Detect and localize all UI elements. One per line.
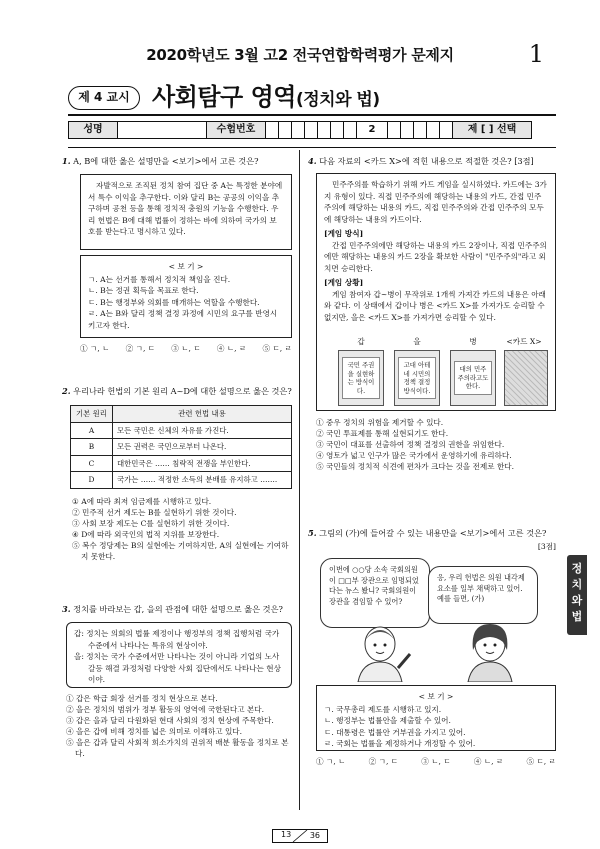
speech-bubble-right: 응, 우리 헌법은 의원 내각제 요소를 일부 채택하고 있어. 예를 들면, (가) bbox=[428, 566, 538, 624]
q1-choices bbox=[80, 343, 292, 354]
table-row bbox=[71, 422, 292, 439]
q5-number: 5. bbox=[308, 528, 317, 538]
q1-stem-text: A, B에 대한 옳은 설명만을 <보기>에서 고른 것은? bbox=[73, 156, 259, 166]
exam-no-cell[interactable] bbox=[439, 121, 453, 139]
q2-choice-2[interactable]: ② 민주적 선거 제도는 B를 실현하기 위한 것이다. bbox=[72, 508, 237, 517]
q4-choices bbox=[316, 417, 556, 472]
page-number: 1 bbox=[528, 40, 544, 68]
exam-no-cell[interactable] bbox=[291, 121, 305, 139]
q5-stem bbox=[308, 528, 558, 539]
info-rule bbox=[68, 147, 556, 148]
q4-situation-title: [게임 상황] bbox=[324, 278, 364, 287]
q4-stem bbox=[308, 156, 558, 167]
exam-no-digit: 2 bbox=[356, 121, 388, 139]
q2-choices bbox=[72, 496, 294, 562]
q5-bogi-item: ㄹ. 국회는 법률을 제정하거나 개정할 수 있어. bbox=[324, 739, 476, 748]
card-x-back bbox=[504, 350, 548, 406]
table-cell: 국가는 …… 적정한 소득의 분배를 유지하고 ……. bbox=[113, 472, 292, 489]
info-bar bbox=[68, 121, 556, 139]
table-header-row bbox=[71, 406, 292, 423]
q3-choices bbox=[66, 693, 292, 759]
subject-side-tab bbox=[567, 555, 587, 635]
table-row bbox=[71, 439, 292, 456]
exam-no-label: 수험번호 bbox=[206, 121, 266, 139]
exam-no-cell[interactable] bbox=[400, 121, 414, 139]
session-label: 제 4 교시 bbox=[68, 86, 140, 110]
subject-sub: (정치와 법) bbox=[295, 90, 380, 110]
q1-number: 1. bbox=[62, 156, 71, 166]
card-eul-text: 고대 아테네 시민의 정책 결정 방식이다. bbox=[398, 357, 436, 399]
exam-no-cell[interactable] bbox=[426, 121, 440, 139]
q3-eul-line: 을: 정치는 국가 수준에서만 나타나는 것이 아니라 기업의 노사 갈등 해결 과정처럼 다양한 사회 집단에서도 나타나는 현상이야. bbox=[74, 652, 281, 684]
column-divider bbox=[299, 150, 300, 810]
student-left-figure bbox=[358, 627, 410, 682]
q5-bogi-item: ㄴ. 행정부는 법률안을 제출할 수 있어. bbox=[324, 716, 451, 725]
q1-bogi-box bbox=[80, 255, 292, 338]
q1-choice-3[interactable]: ③ ㄴ, ㄷ bbox=[171, 344, 201, 353]
q3-stem-text: 정치를 바라보는 갑, 을의 관점에 대한 설명으로 옳은 것은? bbox=[73, 604, 283, 614]
exam-no-cell[interactable] bbox=[343, 121, 357, 139]
q5-bogi-item: ㄷ. 대통령은 법률안 거부권을 가지고 있어. bbox=[324, 727, 466, 737]
q3-gap-line: 갑: 정치는 의회의 법률 제정이나 행정부의 정책 집행처럼 국가 수준에서 나타나는 특유의 현상이야. bbox=[74, 629, 280, 650]
q2-table bbox=[70, 405, 292, 489]
side-tab-text: 정치와 법 bbox=[571, 562, 583, 623]
q2-stem-text: 우리나라 헌법의 기본 원리 A~D에 대한 설명으로 옳은 것은? bbox=[73, 386, 292, 396]
q3-choice-2[interactable]: ② 을은 정치의 범위가 정부 활동의 영역에 국한된다고 본다. bbox=[66, 705, 265, 714]
player-label-byeong: 병 bbox=[469, 337, 477, 346]
q2-choice-3[interactable]: ③ 사회 보장 제도는 C를 실현하기 위한 것이다. bbox=[72, 519, 230, 528]
q4-number: 4. bbox=[308, 156, 317, 166]
q3-stem bbox=[62, 604, 292, 615]
page-total: 36 bbox=[309, 831, 320, 840]
q2-stem bbox=[62, 386, 292, 397]
page-counter bbox=[272, 829, 328, 843]
q5-choice-3[interactable]: ③ ㄴ, ㄷ bbox=[421, 757, 451, 766]
table-row bbox=[71, 455, 292, 472]
q4-choice-2[interactable]: ② 국민 투표제를 통해 실현되기도 한다. bbox=[316, 429, 449, 438]
exam-no-cell[interactable] bbox=[304, 121, 318, 139]
students-illustration bbox=[340, 620, 540, 682]
q5-stem-text: 그림의 (가)에 들어갈 수 있는 내용만을 <보기>에서 고른 것은? bbox=[319, 528, 547, 538]
q5-bogi-title: < 보 기 > bbox=[418, 692, 454, 701]
q1-bogi-title: < 보 기 > bbox=[168, 262, 204, 271]
name-field[interactable] bbox=[117, 121, 207, 139]
table-row bbox=[71, 472, 292, 489]
q1-bogi-item: ㄹ. A는 B와 달리 정책 결정 과정에 시민의 요구를 반영시키고자 한다. bbox=[88, 309, 278, 330]
exam-no-cell[interactable] bbox=[330, 121, 344, 139]
q3-choice-4[interactable]: ④ 을은 갑에 비해 정치를 넓은 의미로 이해하고 있다. bbox=[66, 727, 243, 736]
q3-choice-5[interactable]: ⑤ 을은 갑과 달리 사회적 희소가치의 권위적 배분 활동을 정치로 본다. bbox=[66, 738, 289, 758]
q5-choice-1[interactable]: ① ㄱ, ㄴ bbox=[316, 757, 346, 766]
q5-choice-2[interactable]: ② ㄱ, ㄷ bbox=[368, 757, 399, 766]
table-cell: B bbox=[71, 439, 113, 456]
table-header: 기본 원리 bbox=[71, 406, 113, 423]
q3-choice-1[interactable]: ① 갑은 학급 회장 선거를 정치 현상으로 본다. bbox=[66, 694, 218, 703]
q5-choices bbox=[316, 756, 556, 767]
player-label-card-x: <카드 X> bbox=[506, 337, 542, 346]
q1-bogi-item: ㄷ. B는 행정부와 의회를 매개하는 역할을 수행한다. bbox=[88, 297, 260, 307]
q4-intro: 민주주의를 학습하기 위해 카드 게임을 실시하였다. 카드에는 3가지 유형이 있다. 직접 민주주의에 해당하는 내용의 카드, 간접 민주주의에 해당하는 내용의 카드, 직접 민주주의와 간접 민주주의 모두에 해당하는 내용의 카드이다. bbox=[324, 180, 547, 224]
header-rule bbox=[68, 114, 556, 116]
q1-bogi-item: ㄱ. A는 선거를 통해서 정치적 책임을 진다. bbox=[88, 274, 231, 284]
subject-main: 사회탐구 영역 bbox=[152, 83, 296, 111]
name-label: 성명 bbox=[68, 121, 118, 139]
table-cell: C bbox=[71, 455, 113, 472]
student-right-figure bbox=[468, 624, 512, 682]
q1-bogi-item: ㄴ. B는 정권 획득을 목표로 한다. bbox=[88, 286, 199, 295]
table-cell: A bbox=[71, 422, 113, 439]
player-label-eul: 을 bbox=[413, 337, 421, 346]
q2-choice-4[interactable]: ④ D에 따라 외국인의 법적 지위를 보장한다. bbox=[72, 530, 220, 539]
card-gap-text: 국민 주권을 실현하는 방식이다. bbox=[342, 357, 380, 399]
exam-title: 2020학년도 3월 고2 전국연합학력평가 문제지 bbox=[146, 46, 454, 64]
card-eul bbox=[394, 350, 440, 406]
q5-bogi-item: ㄱ. 국무총리 제도를 시행하고 있지. bbox=[324, 704, 442, 714]
table-header: 관련 헌법 내용 bbox=[113, 406, 292, 423]
exam-no-cell[interactable] bbox=[278, 121, 292, 139]
exam-no-cell[interactable] bbox=[387, 121, 401, 139]
q1-choice-1[interactable]: ① ㄱ, ㄴ bbox=[80, 344, 110, 353]
q4-situation: 게임 참여자 갑~병이 무작위로 1개씩 가져간 카드의 내용은 아래와 같다. 이 상태에서 갑이나 병은 <카드 X>를 가져가도 승리할 수 없지만, 을은 <카드 X>를 가져가면 승리할 수 있다. bbox=[324, 289, 546, 322]
q5-points: [3점] bbox=[537, 542, 556, 551]
q2-choice-1[interactable]: ① A에 따라 최저 임금제를 시행하고 있다. bbox=[72, 497, 212, 506]
card-gap bbox=[338, 350, 384, 406]
table-cell: D bbox=[71, 472, 113, 489]
q1-choice-2[interactable]: ② ㄱ, ㄷ bbox=[125, 344, 156, 353]
table-cell: 대한민국은 …… 침략적 전쟁을 부인한다. bbox=[113, 455, 292, 472]
q5-bogi-box bbox=[316, 685, 556, 751]
q5-choice-5[interactable]: ⑤ ㄷ, ㄹ bbox=[526, 757, 556, 766]
q4-choice-5[interactable]: ⑤ 국민들의 정치적 식견에 편차가 크다는 것을 전제로 한다. bbox=[316, 462, 515, 471]
q1-passage: 자발적으로 조직된 정치 참여 집단 중 A는 특정한 분야에서 특수 이익을 추구한다. 이와 달리 B는 공공의 이익을 추구하며 공천 등을 통해 정치적 충원의 기능을 수행한다. 우리 헌법은 B에 대해 법률이 정하는 바에 의하여 국가의 보호를 받는다고 명시하고 있다. bbox=[80, 174, 292, 250]
q5-choice-4[interactable]: ④ ㄴ, ㄹ bbox=[473, 757, 504, 766]
q4-stem-text: 다음 자료의 <카드 X>에 적힌 내용으로 적절한 것은? [3점] bbox=[319, 156, 534, 166]
exam-no-cell[interactable] bbox=[413, 121, 427, 139]
choice-label: 제 [ ] 선택 bbox=[452, 121, 532, 139]
speech-bubble-left: 이번에 ○○당 소속 국회의원이 □□부 장관으로 임명되었다는 뉴스 봤니? 국회의원이 장관을 겸임할 수 있어? bbox=[320, 558, 430, 628]
q4-method-title: [게임 방식] bbox=[324, 229, 364, 238]
q2-choice-5[interactable]: ⑤ 복수 정당제는 B의 실현에는 기여하지만, A의 실현에는 기여하지 못한다. bbox=[72, 541, 289, 561]
q2-number: 2. bbox=[62, 386, 71, 396]
q4-choice-3[interactable]: ③ 국민이 대표를 선출하여 정책 결정의 권한을 위임한다. bbox=[316, 440, 505, 449]
subject-title bbox=[152, 77, 380, 112]
card-byeong bbox=[450, 350, 496, 406]
q3-choice-3[interactable]: ③ 갑은 을과 달리 다원화된 현대 사회의 정치 현상에 주목한다. bbox=[66, 716, 274, 725]
q4-choice-4[interactable]: ④ 영토가 넓고 인구가 많은 국가에서 운영하기에 유리하다. bbox=[316, 451, 512, 460]
table-cell: 모든 국민은 신체의 자유를 가진다. bbox=[113, 422, 292, 439]
q4-method: 간접 민주주의에만 해당하는 내용의 카드 2장이나, 직접 민주주의에만 해당하는 내용의 카드 2장을 확보한 사람이 "민주주의"라고 외치면 승리한다. bbox=[324, 240, 547, 273]
exam-no-cell[interactable] bbox=[317, 121, 331, 139]
q1-choice-5[interactable]: ⑤ ㄷ, ㄹ bbox=[262, 344, 292, 353]
q1-choice-4[interactable]: ④ ㄴ, ㄹ bbox=[216, 344, 247, 353]
q4-choice-1[interactable]: ① 중우 정치의 위험을 제거할 수 있다. bbox=[316, 418, 444, 427]
player-label-gap: 갑 bbox=[357, 337, 365, 346]
exam-no-cell[interactable] bbox=[265, 121, 279, 139]
q3-number: 3. bbox=[62, 604, 71, 614]
page-current: 13 bbox=[281, 830, 292, 839]
q3-passage bbox=[66, 622, 292, 688]
q1-stem bbox=[62, 156, 292, 167]
table-cell: 모든 권력은 국민으로부터 나온다. bbox=[113, 439, 292, 456]
card-byeong-text: 대의 민주주의라고도 한다. bbox=[454, 361, 492, 395]
